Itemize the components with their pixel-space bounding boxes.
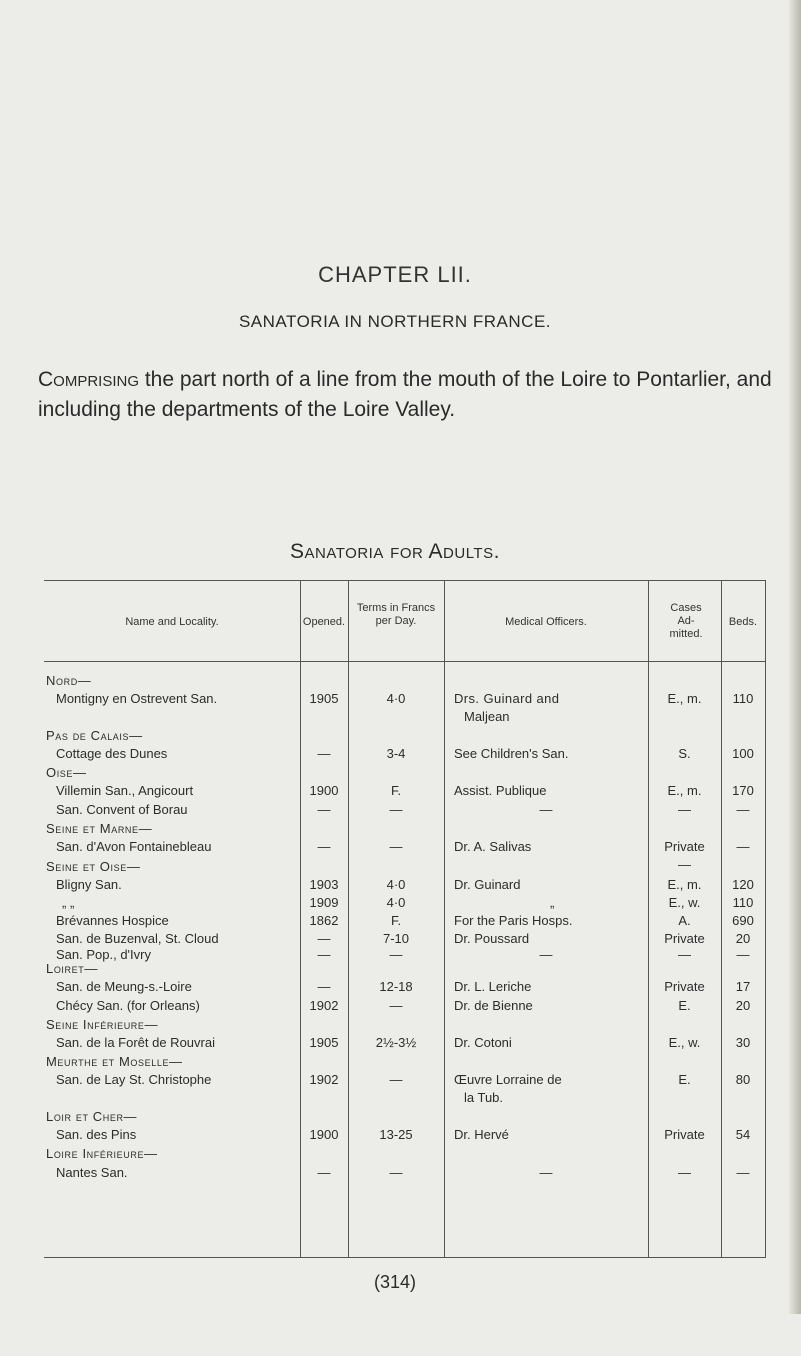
table-row-officers: — — [539, 947, 553, 962]
table-row-beds: 30 — [735, 1035, 751, 1050]
table-row-name: San. de Meung-s.-Loire — [56, 979, 192, 994]
header-officers: Medical Officers. — [505, 616, 587, 628]
table-row-terms: — — [389, 998, 403, 1013]
table-row-terms: F. — [390, 783, 402, 798]
table-row-name: San. Convent of Borau — [56, 802, 188, 817]
table-row-opened: — — [317, 802, 331, 817]
table-row-beds: 120 — [732, 877, 754, 892]
page-edge — [789, 0, 801, 1314]
table-row-name: San. de la Forêt de Rouvrai — [56, 1035, 215, 1050]
table-row-beds: — — [736, 839, 750, 854]
table-row-terms: 12-18 — [379, 979, 413, 994]
intro-paragraph — [38, 365, 778, 425]
region-heading: Meurthe et Moselle— — [46, 1054, 183, 1069]
table-row-beds: 110 — [732, 691, 754, 706]
table-row-officers: — — [539, 802, 553, 817]
table-row-terms: — — [389, 1165, 403, 1180]
table-row-opened: 1905 — [309, 691, 339, 706]
table-row-opened: 1909 — [309, 895, 339, 910]
table-row-cases: A. — [678, 913, 691, 928]
table-row-terms: 13-25 — [379, 1127, 413, 1142]
table-row-beds: — — [736, 947, 750, 962]
table-row-officers: — — [539, 1165, 553, 1180]
table-row-officers: Œuvre Lorraine de — [454, 1072, 562, 1087]
table-row-terms: 4·0 — [386, 691, 406, 706]
table-row-terms: — — [389, 839, 403, 854]
table-row-cases: E., m. — [667, 691, 702, 706]
header-beds: Beds. — [728, 616, 758, 628]
table-row-terms: — — [389, 1072, 403, 1087]
region-heading: Oise— — [46, 765, 87, 780]
table-row-officers: Dr. Poussard — [454, 931, 530, 946]
table-row-cases: E. — [678, 998, 691, 1013]
table-row-opened: 1902 — [309, 1072, 339, 1087]
region-heading: Loire Inférieure— — [46, 1146, 158, 1161]
table-row-officers: Dr. L. Leriche — [454, 979, 532, 994]
table-row-terms: — — [389, 802, 403, 817]
table-row-beds: 20 — [735, 931, 751, 946]
page-number: (314) — [373, 1272, 417, 1292]
region-heading: Seine et Oise— — [46, 859, 141, 874]
table-row-cases: E., w. — [668, 895, 701, 910]
table-row-beds: 690 — [732, 913, 754, 928]
table-row-cases: E., w. — [668, 1035, 701, 1050]
table-row-opened: — — [317, 931, 331, 946]
table-row-officers: Maljean — [464, 709, 510, 724]
table-row-beds: — — [736, 802, 750, 817]
header-terms: Terms in Francs per Day. — [356, 602, 436, 627]
table-row-name: San. de Lay St. Christophe — [56, 1072, 212, 1087]
table-row-opened: 1905 — [309, 1035, 339, 1050]
table-row-beds: 17 — [735, 979, 751, 994]
table-row-opened: — — [317, 746, 331, 761]
intro-text: the part north of a line from the mouth of the Loire to Pontarlier, and including the departments of the Loire Valley. — [38, 368, 772, 421]
table-row-opened: 1862 — [309, 913, 339, 928]
region-heading: Pas de Calais— — [46, 728, 143, 743]
table-row-officers: Drs. Guinard and — [454, 691, 560, 706]
table-row-cases: — — [678, 1165, 691, 1180]
table-row-opened: — — [317, 1165, 331, 1180]
table-row-name: San. d'Avon Fontainebleau — [56, 839, 212, 854]
table-row-officers: Dr. A. Salivas — [454, 839, 532, 854]
table-row-name: Montigny en Ostrevent San. — [56, 691, 218, 706]
region-heading: Loiret— — [46, 961, 98, 976]
table-row-name: Nantes San. — [56, 1165, 128, 1180]
table-row-officers: Assist. Publique — [454, 783, 547, 798]
table-row-officers: „ — [550, 895, 555, 910]
table-row-cases: S. — [678, 746, 691, 761]
table-row-beds: 20 — [735, 998, 751, 1013]
header-cases: Cases Ad- mitted. — [669, 602, 703, 640]
table-row-beds: 54 — [735, 1127, 751, 1142]
table-row-cases: — — [678, 947, 691, 962]
region-heading: Seine et Marne— — [46, 821, 153, 836]
table-header-rule — [44, 661, 766, 662]
region-heading: Loir et Cher— — [46, 1109, 138, 1124]
table-bottom-rule — [44, 1257, 766, 1258]
col-divider — [765, 580, 766, 1257]
table-row-beds: 110 — [732, 895, 754, 910]
table-row-name: Bligny San. — [56, 877, 122, 892]
sanatoria-table — [44, 580, 766, 1356]
table-row-name: „ „ — [62, 895, 75, 910]
table-row-name: San. des Pins — [56, 1127, 137, 1142]
table-row-name: Brévannes Hospice — [56, 913, 169, 928]
table-row-officers: la Tub. — [464, 1090, 504, 1105]
table-row-beds: 100 — [732, 746, 754, 761]
table-row-cases: E. — [678, 1072, 691, 1087]
table-row-terms: F. — [390, 913, 402, 928]
table-row-opened: — — [317, 839, 331, 854]
table-row-terms: 4·0 — [386, 877, 406, 892]
table-row-terms: 4·0 — [386, 895, 406, 910]
header-opened: Opened. — [302, 616, 346, 628]
table-top-rule — [44, 580, 766, 581]
table-row-cases: E., m. — [667, 877, 702, 892]
table-row-name: Chécy San. (for Orleans) — [56, 998, 200, 1013]
table-row-cases: Private — [664, 1127, 705, 1142]
table-row-terms: 2½-3½ — [375, 1035, 417, 1050]
table-row-cases: Private — [664, 839, 705, 854]
table-row-officers: Dr. Guinard — [454, 877, 521, 892]
table-row-name: San. Pop., d'Ivry — [56, 947, 151, 962]
intro-lead: Comprising — [38, 368, 140, 391]
table-row-terms: — — [389, 947, 403, 962]
table-row-officers: For the Paris Hosps. — [454, 913, 573, 928]
table-row-opened: 1903 — [309, 877, 339, 892]
table-row-officers: See Children's San. — [454, 746, 569, 761]
table-row-opened: 1902 — [309, 998, 339, 1013]
chapter-title: CHAPTER LII. — [318, 262, 472, 287]
table-row-name: Cottage des Dunes — [56, 746, 168, 761]
table-row-opened: 1900 — [309, 1127, 339, 1142]
table-row-name: Villemin San., Angicourt — [56, 783, 194, 798]
col-divider — [444, 580, 445, 1257]
table-row-cases: Private — [664, 979, 705, 994]
table-row-opened: — — [317, 979, 331, 994]
table-row-opened: 1900 — [309, 783, 339, 798]
table-row-cases: E., m. — [667, 783, 702, 798]
table-row-officers: Dr. Cotoni — [454, 1035, 512, 1050]
region-heading: Seine Inférieure— — [46, 1017, 159, 1032]
table-row-terms: 7-10 — [382, 931, 410, 946]
dash-mark: — — [678, 857, 691, 872]
table-row-opened: — — [317, 947, 331, 962]
table-row-officers: Dr. Hervé — [454, 1127, 509, 1142]
region-heading: Nord— — [46, 673, 92, 688]
chapter-subtitle: SANATORIA IN NORTHERN FRANCE. — [238, 312, 552, 331]
table-row-officers: Dr. de Bienne — [454, 998, 533, 1013]
table-row-name: San. de Buzenval, St. Cloud — [56, 931, 219, 946]
section-title: Sanatoria for Adults. — [290, 540, 500, 563]
table-row-cases: Private — [664, 931, 705, 946]
table-row-cases: — — [678, 802, 691, 817]
table-row-terms: 3-4 — [386, 746, 406, 761]
table-row-beds: — — [736, 1165, 750, 1180]
table-row-beds: 170 — [732, 783, 754, 798]
header-name: Name and Locality. — [125, 616, 219, 628]
table-row-beds: 80 — [735, 1072, 751, 1087]
